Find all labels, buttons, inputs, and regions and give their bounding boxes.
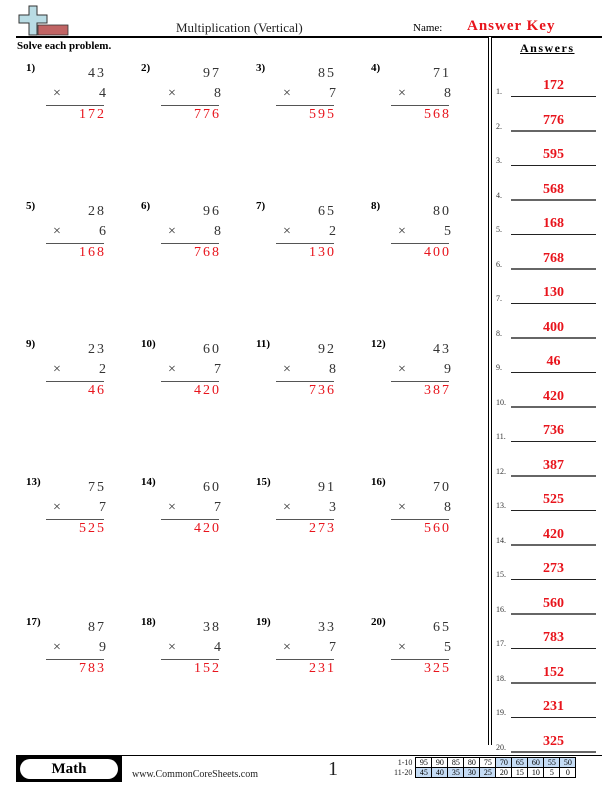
problem-number: 2) xyxy=(141,62,151,74)
problem-number: 10) xyxy=(141,338,156,350)
score-cell: 35 xyxy=(448,768,464,778)
multiplier: 8 xyxy=(214,224,221,239)
problem xyxy=(141,476,231,566)
multiplicand: 65 xyxy=(433,620,451,635)
multiplicand: 96 xyxy=(203,204,221,219)
answer-value: 568 xyxy=(543,181,564,197)
multiplier: 2 xyxy=(329,224,336,239)
problem-answer: 231 xyxy=(309,661,336,676)
answer-value: 595 xyxy=(543,147,564,162)
problem-answer: 168 xyxy=(79,245,106,260)
problem xyxy=(141,200,231,290)
multiplier: 7 xyxy=(214,362,221,377)
sum-line xyxy=(391,519,449,520)
score-row xyxy=(393,768,576,778)
website-link[interactable]: www.CommonCoreSheets.com xyxy=(132,769,259,780)
multiplier: 4 xyxy=(99,86,106,101)
problem xyxy=(141,616,231,706)
score-cell: 15 xyxy=(512,768,528,778)
multiply-sign-icon: × xyxy=(53,500,61,515)
multiplier: 5 xyxy=(444,224,451,239)
answer-line xyxy=(511,648,596,649)
answer-number: 7. xyxy=(496,294,502,303)
answer-line xyxy=(511,96,596,97)
multiplier: 8 xyxy=(214,86,221,101)
problem-number: 9) xyxy=(26,338,36,350)
multiplier: 9 xyxy=(444,362,451,377)
multiplier: 8 xyxy=(444,86,451,101)
multiplier: 5 xyxy=(444,640,451,655)
problem xyxy=(371,62,461,152)
multiplicand: 60 xyxy=(203,480,221,495)
multiplicand: 70 xyxy=(433,480,451,495)
problem xyxy=(26,62,116,152)
score-cell: 45 xyxy=(416,768,432,778)
answer-row xyxy=(496,342,602,376)
multiplier: 7 xyxy=(329,86,336,101)
problem xyxy=(256,200,346,290)
score-table xyxy=(393,757,576,778)
problem xyxy=(256,338,346,428)
answer-number: 13. xyxy=(496,501,506,510)
answer-number: 3. xyxy=(496,156,502,165)
problem-answer: 568 xyxy=(424,107,451,122)
multiplier: 7 xyxy=(329,640,336,655)
multiply-sign-icon: × xyxy=(53,640,61,655)
multiplicand: 28 xyxy=(88,204,106,219)
multiplicand: 91 xyxy=(318,480,336,495)
problem-answer: 325 xyxy=(424,661,451,676)
sum-line xyxy=(391,243,449,244)
problem-number: 16) xyxy=(371,476,386,488)
problem-answer: 736 xyxy=(309,383,336,398)
answer-line xyxy=(511,303,596,304)
sum-line xyxy=(161,381,219,382)
answer-row xyxy=(496,446,602,480)
score-cell: 90 xyxy=(432,758,448,768)
score-cell: 0 xyxy=(560,768,576,778)
score-cell: 80 xyxy=(464,758,480,768)
problem-number: 19) xyxy=(256,616,271,628)
worksheet-title: Multiplication (Vertical) xyxy=(176,20,303,35)
problem xyxy=(26,616,116,706)
answers-column-divider xyxy=(488,37,492,745)
header-divider xyxy=(16,36,602,38)
score-row-label: 11-20 xyxy=(394,768,413,777)
answers-heading: Answers xyxy=(520,41,575,55)
answer-number: 12. xyxy=(496,466,506,476)
answer-value: 387 xyxy=(543,457,564,473)
sum-line xyxy=(46,519,104,520)
multiplicand: 60 xyxy=(203,342,221,357)
answer-value: 783 xyxy=(543,630,564,645)
answer-number: 18. xyxy=(496,673,506,683)
problem-number: 20) xyxy=(371,616,386,628)
score-cell: 25 xyxy=(480,768,496,778)
answer-value: 768 xyxy=(543,250,564,266)
multiplicand: 43 xyxy=(433,342,451,357)
problem-number: 18) xyxy=(141,616,156,628)
score-cell: 5 xyxy=(544,768,560,778)
problem xyxy=(256,476,346,566)
multiply-sign-icon: × xyxy=(53,224,61,239)
multiplicand: 38 xyxy=(203,620,221,635)
problem-answer: 783 xyxy=(79,661,106,676)
score-cell: 95 xyxy=(416,758,432,768)
answer-line xyxy=(511,751,596,753)
sum-line xyxy=(161,659,219,660)
problem-number: 15) xyxy=(256,476,271,488)
multiply-sign-icon: × xyxy=(168,640,176,655)
multiply-sign-icon: × xyxy=(53,362,61,377)
answer-row xyxy=(496,170,602,204)
multiply-sign-icon: × xyxy=(168,86,176,101)
answer-row xyxy=(496,515,602,549)
multiplier: 6 xyxy=(99,224,106,239)
multiply-sign-icon: × xyxy=(398,640,406,655)
answer-number: 11. xyxy=(496,432,506,441)
score-cell: 30 xyxy=(464,768,480,778)
answer-line xyxy=(511,130,596,132)
answer-value: 168 xyxy=(543,216,564,231)
answer-row xyxy=(496,239,602,273)
answer-value: 130 xyxy=(543,285,564,300)
answer-line xyxy=(511,475,596,477)
answer-value: 152 xyxy=(543,664,564,680)
sum-line xyxy=(391,105,449,106)
multiplicand: 71 xyxy=(433,66,451,81)
answer-row xyxy=(496,377,602,411)
score-cell: 75 xyxy=(480,758,496,768)
multiply-sign-icon: × xyxy=(283,640,291,655)
answer-line xyxy=(511,682,596,684)
answer-value: 560 xyxy=(543,595,564,611)
sum-line xyxy=(161,243,219,244)
score-cell: 10 xyxy=(528,768,544,778)
problem-number: 13) xyxy=(26,476,41,488)
multiplicand: 92 xyxy=(318,342,336,357)
answer-value: 420 xyxy=(543,526,564,542)
multiply-sign-icon: × xyxy=(168,500,176,515)
sum-line xyxy=(46,659,104,660)
score-row xyxy=(393,758,576,768)
sum-line xyxy=(276,519,334,520)
answer-row xyxy=(496,273,602,307)
problem xyxy=(141,338,231,428)
problem-number: 4) xyxy=(371,62,381,74)
multiplicand: 80 xyxy=(433,204,451,219)
multiply-sign-icon: × xyxy=(398,224,406,239)
answer-number: 6. xyxy=(496,259,502,269)
problem xyxy=(141,62,231,152)
problem-answer: 525 xyxy=(79,521,106,536)
sum-line xyxy=(161,105,219,106)
name-label: Name: xyxy=(413,22,443,34)
problem-number: 8) xyxy=(371,200,381,212)
score-cell: 50 xyxy=(560,758,576,768)
score-cell: 65 xyxy=(512,758,528,768)
problem-answer: 595 xyxy=(309,107,336,122)
multiplicand: 43 xyxy=(88,66,106,81)
answer-row xyxy=(496,618,602,652)
answer-row xyxy=(496,687,602,721)
multiplier: 8 xyxy=(329,362,336,377)
multiply-sign-icon: × xyxy=(168,224,176,239)
answer-line xyxy=(511,406,596,408)
answer-line xyxy=(511,199,596,201)
answer-number: 16. xyxy=(496,604,506,614)
multiply-sign-icon: × xyxy=(398,362,406,377)
answer-number: 15. xyxy=(496,570,506,579)
multiplicand: 87 xyxy=(88,620,106,635)
multiplier: 7 xyxy=(214,500,221,515)
problem xyxy=(371,616,461,706)
answer-value: 46 xyxy=(546,354,561,369)
multiplier: 3 xyxy=(329,500,336,515)
answer-row xyxy=(496,204,602,238)
answer-line xyxy=(511,234,596,235)
score-row-label: 1-10 xyxy=(397,758,413,767)
problem xyxy=(371,338,461,428)
answer-row xyxy=(496,308,602,342)
answer-number: 5. xyxy=(496,225,502,234)
sum-line xyxy=(46,381,104,382)
answer-value: 273 xyxy=(543,561,564,576)
problem-answer: 420 xyxy=(194,383,221,398)
answer-line xyxy=(511,717,596,718)
answer-line xyxy=(511,337,596,339)
answer-line xyxy=(511,510,596,511)
score-cell: 55 xyxy=(544,758,560,768)
problem-number: 12) xyxy=(371,338,386,350)
answer-line xyxy=(511,165,596,166)
multiplier: 2 xyxy=(99,362,106,377)
problem xyxy=(371,476,461,566)
multiply-sign-icon: × xyxy=(283,362,291,377)
answer-value: 172 xyxy=(543,78,564,93)
problem-answer: 152 xyxy=(194,661,221,676)
answer-row xyxy=(496,584,602,618)
score-cell: 85 xyxy=(448,758,464,768)
problem-number: 7) xyxy=(256,200,266,212)
multiplicand: 85 xyxy=(318,66,336,81)
multiplier: 4 xyxy=(214,640,221,655)
answer-line xyxy=(511,441,596,442)
problem-answer: 273 xyxy=(309,521,336,536)
problem xyxy=(26,476,116,566)
multiplicand: 23 xyxy=(88,342,106,357)
answer-value: 525 xyxy=(543,492,564,507)
sum-line xyxy=(391,381,449,382)
page-number: 1 xyxy=(328,758,338,780)
score-cell: 20 xyxy=(496,768,512,778)
multiplicand: 97 xyxy=(203,66,221,81)
problem-answer: 387 xyxy=(424,383,451,398)
multiply-sign-icon: × xyxy=(283,500,291,515)
problem-answer: 420 xyxy=(194,521,221,536)
problem-answer: 560 xyxy=(424,521,451,536)
answer-line xyxy=(511,579,596,580)
answer-value: 776 xyxy=(543,112,564,128)
answer-line xyxy=(511,544,596,546)
answer-row xyxy=(496,653,602,687)
answer-row xyxy=(496,66,602,100)
answer-value: 231 xyxy=(543,699,564,714)
problem-number: 17) xyxy=(26,616,41,628)
multiplier: 9 xyxy=(99,640,106,655)
answer-number: 9. xyxy=(496,363,502,372)
problem xyxy=(26,338,116,428)
problem-number: 1) xyxy=(26,62,36,74)
answer-line xyxy=(511,372,596,373)
answer-value: 325 xyxy=(543,733,564,749)
sum-line xyxy=(161,519,219,520)
answer-line xyxy=(511,268,596,270)
answer-row xyxy=(496,549,602,583)
problem-number: 6) xyxy=(141,200,151,212)
problem xyxy=(256,616,346,706)
score-cell: 70 xyxy=(496,758,512,768)
score-cell: 60 xyxy=(528,758,544,768)
answer-row xyxy=(496,135,602,169)
answer-number: 8. xyxy=(496,328,502,338)
answer-number: 1. xyxy=(496,87,502,96)
answer-value: 400 xyxy=(543,319,564,335)
multiply-sign-icon: × xyxy=(283,86,291,101)
problem-answer: 400 xyxy=(424,245,451,260)
sum-line xyxy=(46,105,104,106)
answer-row xyxy=(496,411,602,445)
answer-row xyxy=(496,101,602,135)
problem-answer: 768 xyxy=(194,245,221,260)
sum-line xyxy=(46,243,104,244)
multiplicand: 33 xyxy=(318,620,336,635)
problem-answer: 776 xyxy=(194,107,221,122)
answer-number: 19. xyxy=(496,708,506,717)
multiply-sign-icon: × xyxy=(283,224,291,239)
multiply-sign-icon: × xyxy=(168,362,176,377)
answer-number: 10. xyxy=(496,397,506,407)
answer-number: 20. xyxy=(496,742,506,752)
answer-number: 2. xyxy=(496,121,502,131)
score-cell: 40 xyxy=(432,768,448,778)
answer-value: 420 xyxy=(543,388,564,404)
multiplicand: 65 xyxy=(318,204,336,219)
multiplier: 8 xyxy=(444,500,451,515)
problem-number: 5) xyxy=(26,200,36,212)
multiply-sign-icon: × xyxy=(398,86,406,101)
problem xyxy=(26,200,116,290)
answer-value: 736 xyxy=(543,423,564,438)
sum-line xyxy=(276,105,334,106)
answer-line xyxy=(511,613,596,615)
answer-number: 4. xyxy=(496,190,502,200)
plus-logo-icon xyxy=(16,4,70,36)
multiply-sign-icon: × xyxy=(53,86,61,101)
multiply-sign-icon: × xyxy=(398,500,406,515)
problem-answer: 172 xyxy=(79,107,106,122)
sum-line xyxy=(276,659,334,660)
subject-badge: Math xyxy=(20,759,118,779)
problem-number: 14) xyxy=(141,476,156,488)
problem-answer: 130 xyxy=(309,245,336,260)
problem-number: 11) xyxy=(256,338,271,350)
sum-line xyxy=(391,659,449,660)
multiplier: 7 xyxy=(99,500,106,515)
sum-line xyxy=(276,243,334,244)
multiplicand: 75 xyxy=(88,480,106,495)
problem-answer: 46 xyxy=(88,383,106,398)
answer-row xyxy=(496,722,602,756)
answer-row xyxy=(496,480,602,514)
instructions: Solve each problem. xyxy=(17,40,112,52)
problem xyxy=(256,62,346,152)
answer-number: 14. xyxy=(496,535,506,545)
problem xyxy=(371,200,461,290)
answer-number: 17. xyxy=(496,639,506,648)
problem-number: 3) xyxy=(256,62,266,74)
name-value: Answer Key xyxy=(467,18,556,34)
sum-line xyxy=(276,381,334,382)
